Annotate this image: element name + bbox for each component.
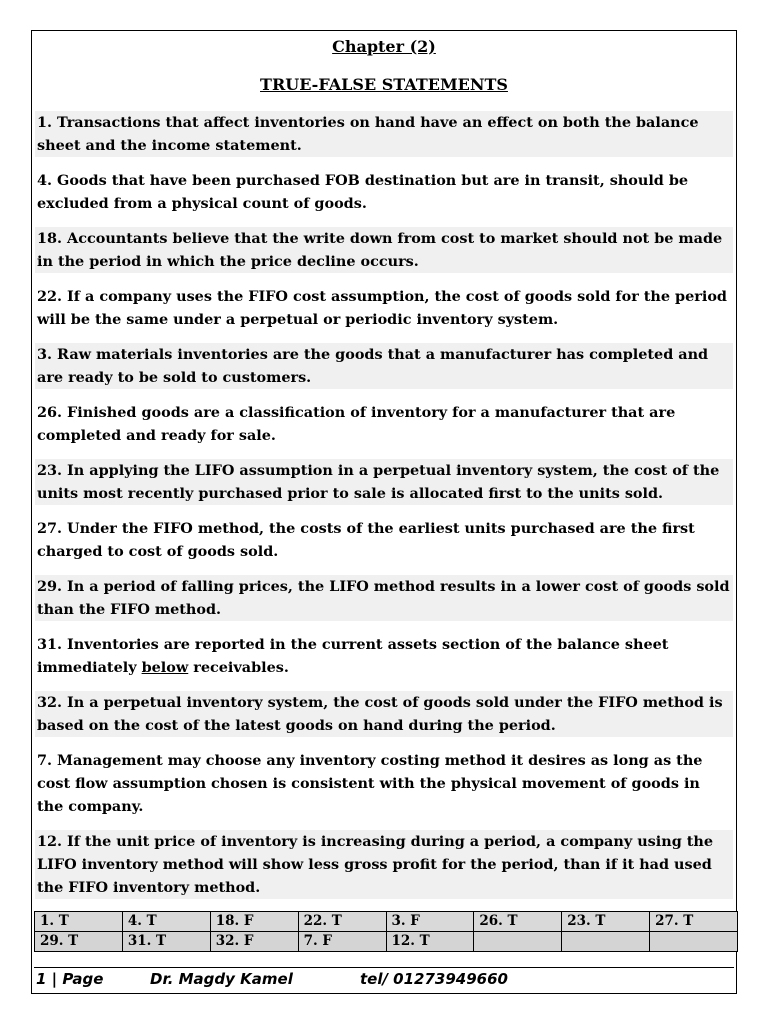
answer-key-table	[34, 911, 738, 952]
answer-cell: 27. T	[650, 912, 738, 932]
answer-cell: 12. T	[386, 932, 474, 952]
author-name: Dr. Magdy Kamel	[150, 970, 293, 988]
section-title: TRUE-FALSE STATEMENTS	[260, 75, 508, 94]
statement-31-text-b: receivables.	[188, 659, 289, 676]
statement-29: 29. In a period of falling prices, the LIFO method results in a lower cost of goods sold than the FIFO method.	[35, 575, 733, 621]
statement-22: 22. If a company uses the FIFO cost assumption, the cost of goods sold for the period will be the same under a perpetual or periodic inventory system.	[37, 288, 727, 328]
statement-31-text-a: 31. Inventories are reported in the current assets section of the balance sheet immediately	[37, 636, 669, 676]
statement-23: 23. In applying the LIFO assumption in a perpetual inventory system, the cost of the units most recently purchased prior to sale is allocated first to the units sold.	[35, 459, 733, 505]
page-number: 1 | Page	[36, 970, 104, 988]
answer-cell: 32. F	[210, 932, 298, 952]
author-phone: tel/ 01273949660	[360, 970, 508, 988]
statement-18: 18. Accountants believe that the write down from cost to market should not be made in the period in which the price decline occurs.	[35, 227, 733, 273]
statement-26: 26. Finished goods are a classification of inventory for a manufacturer that are completed and ready for sale.	[37, 404, 676, 444]
page-footer	[36, 970, 508, 988]
answer-cell: 18. F	[210, 912, 298, 932]
answer-cell: 23. T	[562, 912, 650, 932]
answer-cell: 1. T	[35, 912, 123, 932]
answer-cell: 29. T	[35, 932, 123, 952]
answer-row	[35, 912, 738, 932]
footer-divider	[34, 967, 734, 968]
answer-cell	[562, 932, 650, 952]
answer-cell: 7. F	[298, 932, 386, 952]
answer-cell	[474, 932, 562, 952]
page-frame	[31, 30, 737, 994]
answer-cell: 26. T	[474, 912, 562, 932]
statement-4: 4. Goods that have been purchased FOB destination but are in transit, should be excluded from a physical count of goods.	[37, 172, 689, 212]
statement-32: 32. In a perpetual inventory system, the cost of goods sold under the FIFO method is based on the cost of the latest goods on hand during the period.	[35, 691, 733, 737]
answer-cell: 22. T	[298, 912, 386, 932]
statement-31-underlined-word: below	[141, 659, 189, 676]
answer-cell: 31. T	[122, 932, 210, 952]
statement-7: 7. Management may choose any inventory costing method it desires as long as the cost flow assumption chosen is consistent with the physical movement of goods in the company.	[37, 752, 703, 815]
answer-row	[35, 932, 738, 952]
statement-3: 3. Raw materials inventories are the goods that a manufacturer has completed and are ready to be sold to customers.	[35, 343, 733, 389]
answer-cell: 3. F	[386, 912, 474, 932]
answer-cell: 4. T	[122, 912, 210, 932]
answer-cell	[650, 932, 738, 952]
statement-27: 27. Under the FIFO method, the costs of the earliest units purchased are the first charged to cost of goods sold.	[37, 520, 695, 560]
statement-1: 1. Transactions that affect inventories on hand have an effect on both the balance sheet and the income statement.	[35, 111, 733, 157]
statement-list	[35, 111, 733, 911]
statement-31	[35, 633, 733, 679]
statement-12: 12. If the unit price of inventory is increasing during a period, a company using the LIFO inventory method will show less gross profit for the period, than if it had used the FIFO inventory method.	[35, 830, 733, 899]
chapter-heading: Chapter (2)	[332, 37, 436, 56]
